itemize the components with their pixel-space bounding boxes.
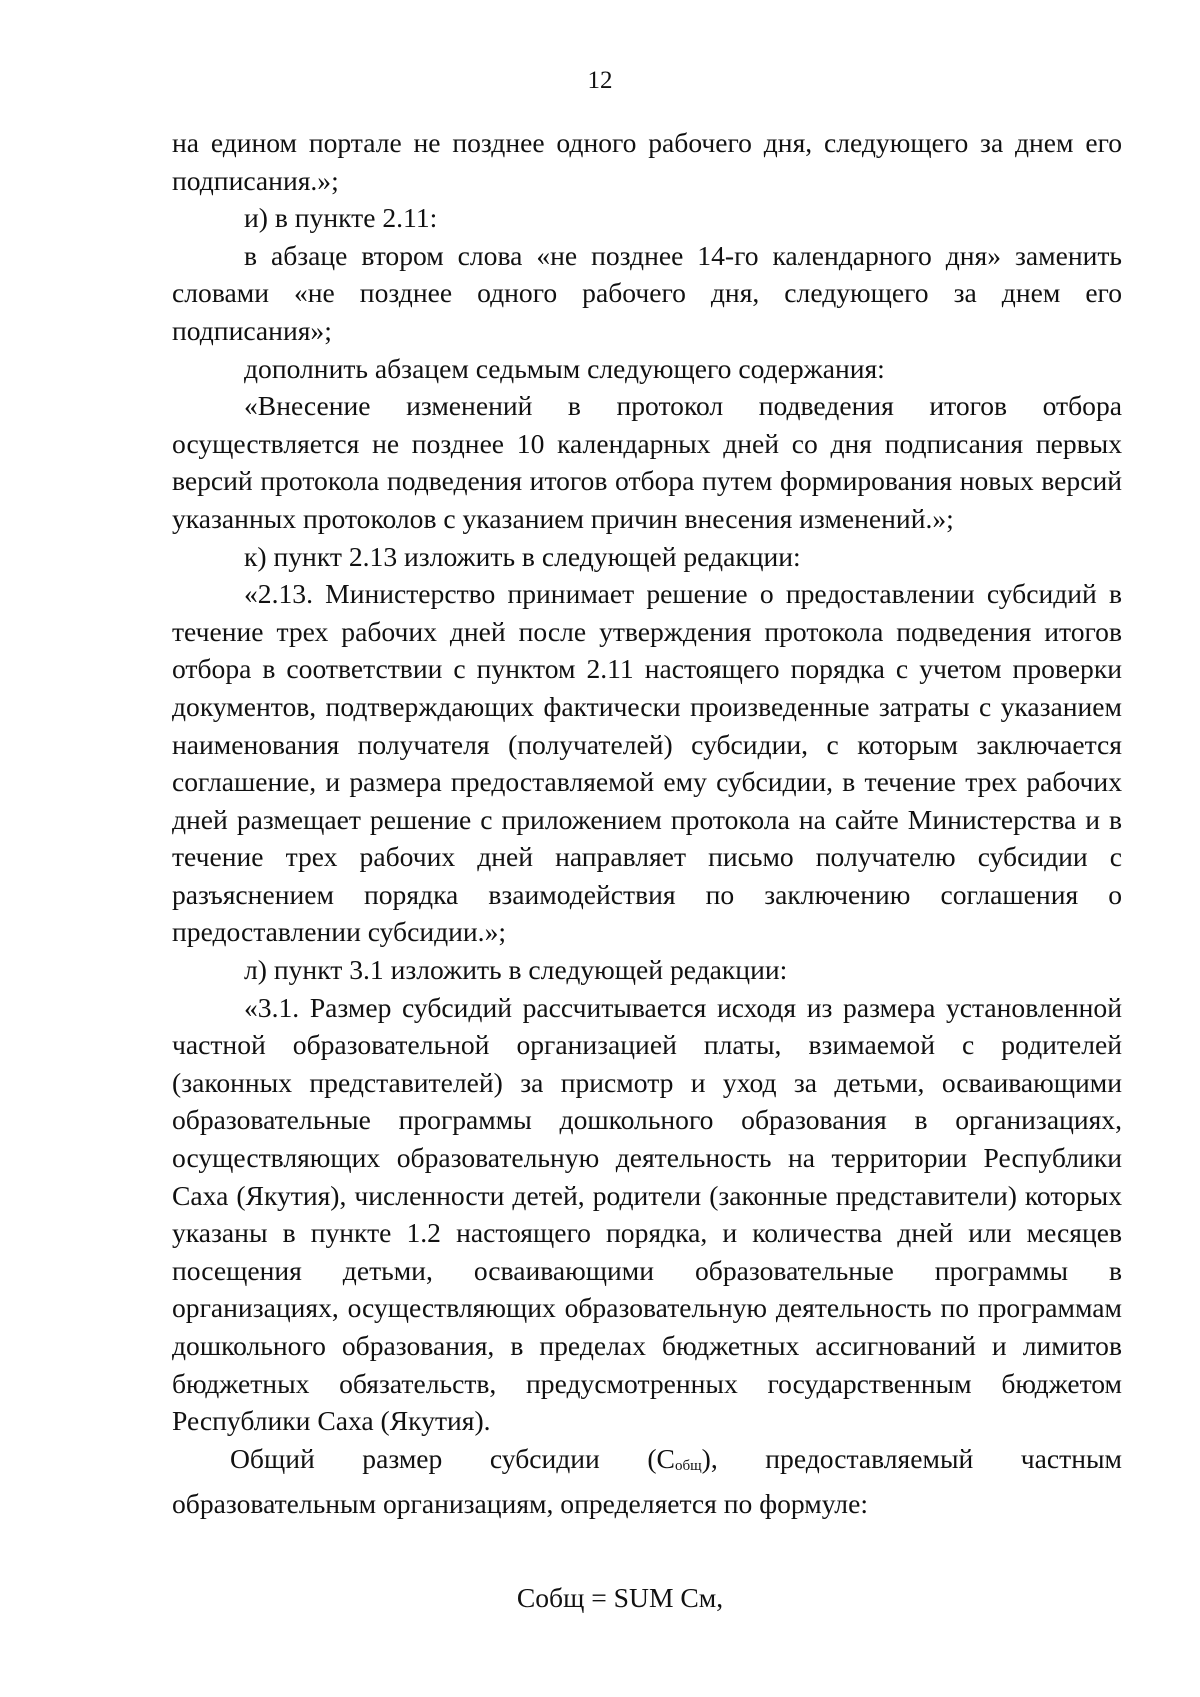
formula-intro-end: ), предоставляемый частным образовательным организациям, определяется по формуле: <box>172 1442 1122 1520</box>
paragraph-replace-words: в абзаце втором слова «не позднее 14-го календарного дня» заменить словами «не позднее одного рабочего дня, следующего за днем его подписания»; <box>172 239 1122 346</box>
paragraph-clause-3-1: «3.1. Размер субсидий рассчитывается исходя из размера установленной частной образовательной организацией платы, взимаемой с родителей (законных представителей) за присмотр и уход за детьми, осваивающими образовательные программы дошкольного образования в организациях, осуществляющих образовательную деятельность на территории Республики Саха (Якутия), численности детей, родители (законные представители) которых указаны в пункте 1.2 настоящего порядка, и количества дней или месяцев посещения детьми, осваивающими образовательные программы в организациях, осуществляющих образовательную деятельность по программам дошкольного образования, в пределах бюджетных ассигнований и лимитов бюджетных обязательств, предусмотренных государственным бюджетом Республики Саха (Якутия). <box>172 991 1122 1437</box>
formula: Собщ = SUM См, <box>516 1582 724 1613</box>
document-body <box>172 124 1122 1523</box>
paragraph-continuation: на едином портале не позднее одного рабочего дня, следующего за днем его подписания.»; <box>172 127 1122 196</box>
paragraph-item-i: и) в пункте 2.11: <box>244 202 438 234</box>
formula-intro-subscript: общ <box>674 1457 702 1474</box>
paragraph-item-k: к) пункт 2.13 изложить в следующей редакции: <box>244 540 801 572</box>
page-number: 12 <box>587 67 613 94</box>
paragraph-formula-intro <box>172 1440 1122 1523</box>
paragraph-quote-changes: «Внесение изменений в протокол подведения итогов отбора осуществляется не позднее 10 календарных дней со дня подписания первых версий протокола подведения итогов отбора путем формирования новых версий указанных протоколов с указанием причин внесения изменений.»; <box>172 390 1122 534</box>
formula-intro-start: Общий размер субсидии (С <box>230 1442 675 1474</box>
paragraph-item-l: л) пункт 3.1 изложить в следующей редакции: <box>244 954 788 986</box>
paragraph-clause-2-13: «2.13. Министерство принимает решение о предоставлении субсидий в течение трех рабочих дней после утверждения протокола подведения итогов отбора в соответствии с пунктом 2.11 настоящего порядка с учетом проверки документов, подтверждающих фактически произведенные затраты с указанием наименования получателя (получателей) субсидии, с которым заключается соглашение, и размера предоставляемой ему субсидии, в течение трех рабочих дней размещает решение с приложением протокола на сайте Министерства и в течение трех рабочих дней направляет письмо получателю субсидии с разъяснением порядка взаимодействия по заключению соглашения о предоставлении субсидии.»; <box>172 578 1122 948</box>
paragraph-add-seventh: дополнить абзацем седьмым следующего содержания: <box>244 352 885 384</box>
